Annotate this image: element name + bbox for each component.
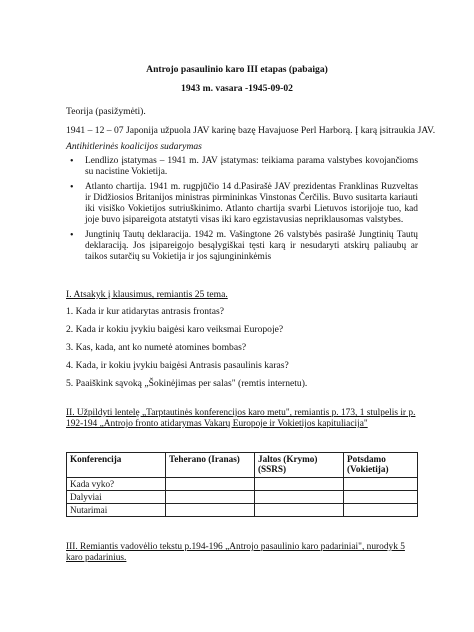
question-item: 1. Kada ir kur atidarytas antrasis frontas? <box>66 306 224 317</box>
table-row <box>67 491 418 504</box>
answer-cell[interactable] <box>344 504 418 517</box>
table-row <box>67 478 418 491</box>
coalition-heading: Antihitlerinės koalicijos sudarymas <box>66 141 202 152</box>
document-title: Antrojo pasaulinio karo III etapas (pabaiga) <box>146 64 328 75</box>
coalition-bullet-list <box>68 156 418 267</box>
table-header-cell: Potsdamo (Vokietija) <box>344 453 418 478</box>
answer-cell[interactable] <box>255 504 344 517</box>
section1-heading: I. Atsakyk į klausimus, remiantis 25 tema. <box>66 289 228 300</box>
answer-cell[interactable] <box>344 491 418 504</box>
answer-cell[interactable] <box>255 491 344 504</box>
bullet-item: • Jungtinių Tautų deklaracija. 1942 m. Vašingtone 26 valstybės pasirašė Jungtinių Tautų deklaraciją. Jos įsipareigojo besąlygiškai tęsti karą ir nesudaryti atskirų paliaubų ar taikos sutarčių su Vokietija ir jos sąjungininkėmis <box>68 230 418 263</box>
row-label: Dalyviai <box>67 491 166 504</box>
row-label: Kada vyko? <box>67 478 166 491</box>
question-item: 4. Kada, ir kokiu įvykiu baigėsi Antrasis pasaulinis karas? <box>66 360 289 371</box>
theory-label: Teorija (pasižymėti). <box>66 106 146 117</box>
section2-heading: II. Užpildyti lentelę „Tarptautinės konferencijos karo metu", remiantis p. 173, 1 stulpelis ir p. 192-194 „Antrojo fronto atidarymas Vakarų Europoje ir Vokietijos kapituliacija" <box>66 408 416 429</box>
answer-cell[interactable] <box>344 478 418 491</box>
table-header-cell: Konferencija <box>67 453 166 478</box>
conferences-table <box>66 452 418 517</box>
question-item: 5. Paaiškink sąvoką „Šokinėjimas per salas" (remtis internetu). <box>66 378 308 389</box>
answer-cell[interactable] <box>166 478 255 491</box>
answer-cell[interactable] <box>255 478 344 491</box>
bullet-item: • Lendlizo įstatymas – 1941 m. JAV įstatymas: teikiama parama valstybes kovojančioms su nacistine Vokietija. <box>68 156 418 178</box>
pearl-harbor-text: 1941 – 12 – 07 Japonija užpuola JAV karinę bazę Havajuose Perl Harborą. Į karą įsitraukia JAV. <box>66 125 436 136</box>
table-header-cell: Teherano (Iranas) <box>166 453 255 478</box>
table-header-row <box>67 453 418 478</box>
section3-heading: III. Remiantis vadovėlio tekstu p.194-196 „Antrojo pasaulinio karo padariniai", nurodyk 5 karo padarinius. <box>66 542 405 563</box>
answer-cell[interactable] <box>166 504 255 517</box>
document-subtitle: 1943 m. vasara -1945-09-02 <box>181 83 293 94</box>
answer-cell[interactable] <box>166 491 255 504</box>
table-row <box>67 504 418 517</box>
question-item: 3. Kas, kada, ant ko numetė atomines bombas? <box>66 342 247 353</box>
table-header-cell: Jaltos (Krymo) (SSRS) <box>255 453 344 478</box>
row-label: Nutarimai <box>67 504 166 517</box>
bullet-item: • Atlanto chartija. 1941 m. rugpjūčio 14 d.Pasirašė JAV prezidentas Franklinas Ruzveltas ir Didžiosios Britanijos ministras pirmininkas Vinstonas Čerčilis. Buvo susitarta kariauti iki visiško Vokietijos sutriuškinimo. Atlanto chartija svarbi Lietuvos istorijoje tuo, kad joje buvo įsipareigota atstatyti visas iki karo egzistavusias nepriklausomas valstybes. <box>68 182 418 226</box>
question-item: 2. Kada ir kokiu įvykiu baigėsi karo veiksmai Europoje? <box>66 324 284 335</box>
